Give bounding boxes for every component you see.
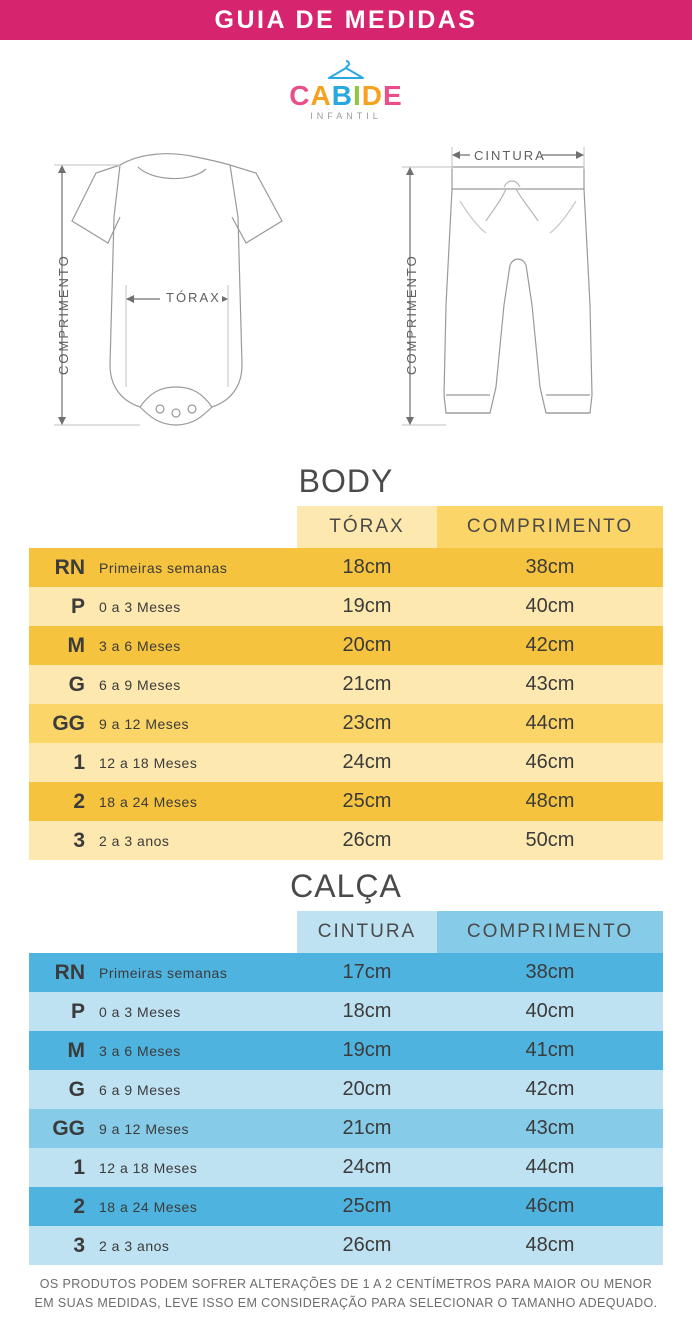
table-row — [29, 1187, 663, 1226]
table-row — [29, 704, 663, 743]
footer-note — [0, 1275, 692, 1313]
measure1-cell: 26cm — [297, 821, 437, 860]
age-cell: 3 a 6 Meses — [91, 1031, 297, 1070]
header-blank-age — [91, 506, 297, 548]
measure2-cell: 43cm — [437, 1109, 663, 1148]
size-cell: GG — [29, 1109, 91, 1148]
measure2-cell: 42cm — [437, 1070, 663, 1109]
measure1-cell: 18cm — [297, 548, 437, 587]
footer-line-2: EM SUAS MEDIDAS, LEVE ISSO EM CONSIDERAÇÃO PARA SELECIONAR O TAMANHO ADEQUADO. — [34, 1295, 658, 1310]
measure2-cell: 44cm — [437, 704, 663, 743]
age-cell: 3 a 6 Meses — [91, 626, 297, 665]
brand-logo — [0, 58, 692, 121]
logo-letter-6: E — [383, 80, 403, 111]
size-cell: P — [29, 587, 91, 626]
size-cell: 3 — [29, 1226, 91, 1265]
age-cell: Primeiras semanas — [91, 548, 297, 587]
age-cell: 6 a 9 Meses — [91, 665, 297, 704]
measure2-cell: 40cm — [437, 587, 663, 626]
measure2-cell: 42cm — [437, 626, 663, 665]
age-cell: 2 a 3 anos — [91, 1226, 297, 1265]
measure2-cell: 48cm — [437, 1226, 663, 1265]
table-row — [29, 548, 663, 587]
size-cell: G — [29, 665, 91, 704]
age-cell: 6 a 9 Meses — [91, 1070, 297, 1109]
measure1-cell: 19cm — [297, 1031, 437, 1070]
table-row — [29, 992, 663, 1031]
measure2-cell: 43cm — [437, 665, 663, 704]
header-blank-size — [29, 506, 91, 548]
measure2-cell: 40cm — [437, 992, 663, 1031]
measure2-cell: 48cm — [437, 782, 663, 821]
header-torax: TÓRAX — [297, 506, 437, 548]
measure1-cell: 26cm — [297, 1226, 437, 1265]
age-cell: 9 a 12 Meses — [91, 1109, 297, 1148]
table-row — [29, 782, 663, 821]
measure1-cell: 25cm — [297, 1187, 437, 1226]
measure2-cell: 44cm — [437, 1148, 663, 1187]
size-cell: 2 — [29, 782, 91, 821]
body-section-title: BODY — [298, 463, 394, 499]
size-cell: GG — [29, 704, 91, 743]
size-cell: 1 — [29, 743, 91, 782]
logo-letter-2: A — [310, 80, 332, 111]
logo-letter-4: I — [353, 80, 362, 111]
header-blank-age — [91, 911, 297, 953]
header-cintura: CINTURA — [297, 911, 437, 953]
measure1-cell: 18cm — [297, 992, 437, 1031]
size-cell: 1 — [29, 1148, 91, 1187]
measure1-cell: 19cm — [297, 587, 437, 626]
measure2-cell: 50cm — [437, 821, 663, 860]
table-row — [29, 1148, 663, 1187]
size-cell: RN — [29, 953, 91, 992]
size-cell: G — [29, 1070, 91, 1109]
measure1-cell: 24cm — [297, 743, 437, 782]
size-cell: M — [29, 1031, 91, 1070]
table-row — [29, 1031, 663, 1070]
measure1-cell: 17cm — [297, 953, 437, 992]
measure2-cell: 38cm — [437, 953, 663, 992]
table-row — [29, 1226, 663, 1265]
age-cell: 18 a 24 Meses — [91, 782, 297, 821]
garment-diagrams — [0, 125, 692, 455]
page-title: GUIA DE MEDIDAS — [214, 5, 478, 34]
table-header-row — [29, 911, 663, 953]
table-row — [29, 743, 663, 782]
table-row — [29, 1070, 663, 1109]
illustration-area — [0, 125, 692, 455]
table-header-row — [29, 506, 663, 548]
label-comprimento-pants: COMPRIMENTO — [404, 254, 419, 375]
footer-line-1: OS PRODUTOS PODEM SOFRER ALTERAÇÕES DE 1 A 2 CENTÍMETROS PARA MAIOR OU MENOR — [39, 1277, 653, 1291]
measure2-cell: 38cm — [437, 548, 663, 587]
measure1-cell: 20cm — [297, 626, 437, 665]
size-cell: 3 — [29, 821, 91, 860]
size-cell: P — [29, 992, 91, 1031]
measure1-cell: 20cm — [297, 1070, 437, 1109]
table-row — [29, 821, 663, 860]
age-cell: Primeiras semanas — [91, 953, 297, 992]
age-cell: 0 a 3 Meses — [91, 587, 297, 626]
header-blank-size — [29, 911, 91, 953]
logo-letter-1: C — [289, 80, 311, 111]
label-cintura: CINTURA — [474, 148, 546, 163]
measure1-cell: 21cm — [297, 1109, 437, 1148]
label-torax: TÓRAX — [166, 290, 221, 305]
size-cell: 2 — [29, 1187, 91, 1226]
logo-letter-5: D — [361, 80, 384, 111]
measure2-cell: 46cm — [437, 743, 663, 782]
age-cell: 0 a 3 Meses — [91, 992, 297, 1031]
header-comprimento: COMPRIMENTO — [437, 506, 663, 548]
table-row — [29, 626, 663, 665]
body-size-table — [29, 506, 663, 860]
measure1-cell: 24cm — [297, 1148, 437, 1187]
age-cell: 12 a 18 Meses — [91, 1148, 297, 1187]
measure1-cell: 23cm — [297, 704, 437, 743]
hanger-icon — [323, 58, 369, 80]
size-cell: RN — [29, 548, 91, 587]
age-cell: 2 a 3 anos — [91, 821, 297, 860]
table-row — [29, 953, 663, 992]
logo-letter-3: B — [331, 80, 353, 111]
header-comprimento: COMPRIMENTO — [437, 911, 663, 953]
table-row — [29, 665, 663, 704]
pants-size-table — [29, 911, 663, 1265]
label-comprimento-body: COMPRIMENTO — [56, 254, 71, 375]
table-row — [29, 587, 663, 626]
logo-wordmark — [289, 82, 402, 110]
logo-subtitle: INFANTIL — [310, 111, 382, 121]
measure1-cell: 25cm — [297, 782, 437, 821]
page-header — [0, 0, 692, 40]
measure2-cell: 46cm — [437, 1187, 663, 1226]
age-cell: 9 a 12 Meses — [91, 704, 297, 743]
pants-section-title: CALÇA — [290, 868, 402, 904]
size-cell: M — [29, 626, 91, 665]
table-row — [29, 1109, 663, 1148]
age-cell: 18 a 24 Meses — [91, 1187, 297, 1226]
measure2-cell: 41cm — [437, 1031, 663, 1070]
age-cell: 12 a 18 Meses — [91, 743, 297, 782]
measure1-cell: 21cm — [297, 665, 437, 704]
